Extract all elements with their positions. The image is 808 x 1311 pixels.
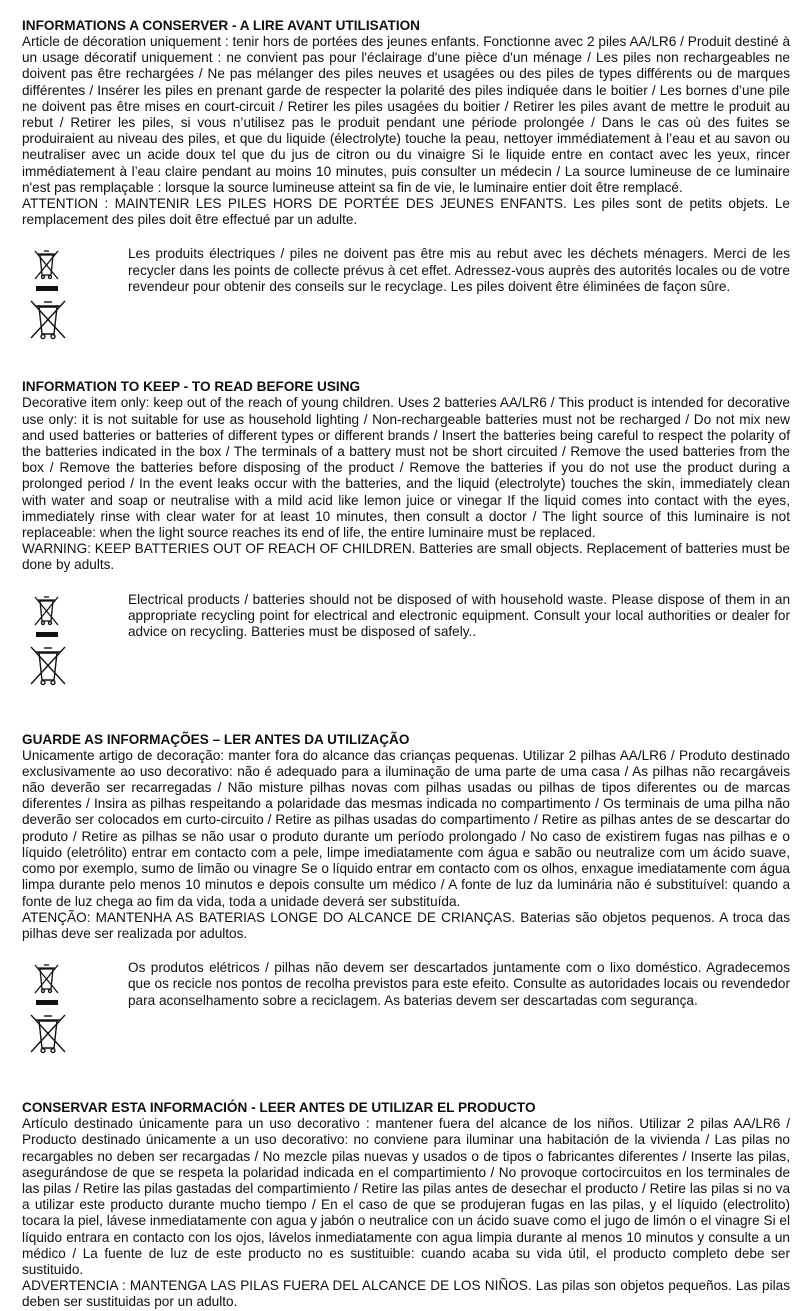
- instruction-sheet: [22, 18, 790, 1311]
- section-portuguese: [22, 732, 790, 1072]
- black-bar-icon: [36, 1000, 58, 1005]
- crossed-bin-icon: [32, 594, 60, 628]
- section-french: [22, 18, 790, 358]
- crossed-bin-icon: [32, 248, 60, 282]
- disposal-notice: [22, 592, 790, 704]
- crossed-battery-bin-icon: [28, 298, 68, 340]
- section-heading: INFORMATIONS A CONSERVER - A LIRE AVANT UTILISATION: [22, 18, 420, 33]
- section-english: [22, 379, 790, 703]
- section-body: Decorative item only: keep out of the reach of young children. Uses 2 batteries AA/LR6 / This product is intended for decorative use only: it is not suitable for use as household lighting / Non-rechargeable batteries must not be recharged / Do not mix new and used batteries or batteries of different types or different brands / Insert the batteries being careful to respect the polarity of the batteries indicated in the box / The terminals of a battery must not be short circuited / Remove the used batteries from the box / Remove the batteries before disposing of the product / Remove the batteries if you do not use the product during a prolonged period / In the event leaks occur with the batteries, and the liquid (electrolyte) touches the skin, immediately clean with water and soap or neutralise with a mild acid like lemon juice or vinegar If the liquid comes into contact with the eyes, immediately rinse with clear water for at least 10 minutes, then consult a doctor / The light source of this luminaire is not replaceable: when the light source reaches its end of life, the entire luminaire must be replaced.: [22, 395, 790, 541]
- disposal-notice: [22, 246, 790, 358]
- section-spanish: [22, 1100, 790, 1310]
- disposal-text: Electrical products / batteries should not be disposed of with household waste. Please dispose of them in an appropriate recycling point for electrical and electronic equipment. Consult your local authorities or dealer for advice on recycling. Batteries must be disposed of safely..: [128, 591, 790, 640]
- section-heading: CONSERVAR ESTA INFORMACIÓN - LEER ANTES DE UTILIZAR EL PRODUCTO: [22, 1100, 536, 1116]
- crossed-bin-icon: [32, 962, 60, 996]
- black-bar-icon: [36, 632, 58, 637]
- crossed-battery-bin-icon: [28, 644, 68, 686]
- section-heading: INFORMATION TO KEEP - TO READ BEFORE USING: [22, 379, 361, 395]
- section-body: Article de décoration uniquement : tenir hors de portées des jeunes enfants. Fonctionne avec 2 piles AA/LR6 / Produit destiné à un usage décoratif uniquement : ne convient pas pour l'éclairage d'une pièce d'un ménage / Les piles non rechargeables ne doivent pas être rechargées / Ne pas mélanger des piles neuves et usagées ou des piles de types différents ou de marques différentes / Insérer les piles en prenant garde de respecter la polarité des piles indiquée dans le boitier / Les bornes d’une pile ne doivent pas être mises en court-circuit / Retirer les piles usagées du boitier / Retirer les piles avant de mettre le produit au rebut / Retirer les piles, si vous n’utilisez pas le produit pendant une période prolongée / Dans le cas où des fuites se produiraient au niveau des piles, et que du liquide (électrolyte) touche la peau, nettoyer immédiatement à l’eau et au savon ou neutraliser avec un acide doux tel que du jus de citron ou du vinaigre Si le liquide entre en contact avec les yeux, rincer immédiatement à l’eau claire pendant au moins 10 minutes, puis consulter un médecin / La source lumineuse de ce luminaire n'est pas remplaçable : lorsque la source lumineuse atteint sa fin de vie, le luminaire entier doit être remplacé.: [22, 34, 790, 195]
- section-body: Artículo destinado únicamente para un uso decorativo : mantener fuera del alcance de los niños. Utilizar 2 pilas AA/LR6 / Producto destinado únicamente a un uso decorativo: no conviene para iluminar una habitación de la vivienda / Las pilas no recargables no deben ser recargadas / No mezcle pilas nuevas y usados o de tipos o fabricantes diferentes / Inserte las pilas, asegurándose de que se respeta la polaridad indicada en el compartimiento / No provoque cortocircuitos en los terminales de las pilas / Retire las pilas gastadas del compartimiento / Retire las pilas antes de desechar el producto / Retire las pilas si no va a utilizar este producto durante mucho tiempo / En el caso de que se produjeran fugas en las pilas, y el líquido (electrolito) tocara la piel, lávese inmediatamente con agua y jabón o neutralice con un ácido suave como el jugo de limón o el vinagre Si el líquido entrara en contacto con los ojos, lávelos inmediatamente con agua limpia durante al menos 10 minutos y consulte a un médico / La fuente de luz de este producto no es sustituible: cuando acaba su vida útil, el producto completo debe ser sustituido.: [22, 1116, 790, 1277]
- section-heading: GUARDE AS INFORMAÇÕES – LER ANTES DA UTILIZAÇÃO: [22, 731, 410, 747]
- disposal-notice: [22, 960, 790, 1072]
- section-warning: WARNING: KEEP BATTERIES OUT OF REACH OF CHILDREN. Batteries are small objects. Replacement of batteries must be done by adults.: [22, 541, 790, 573]
- crossed-battery-bin-icon: [28, 1012, 68, 1054]
- black-bar-icon: [36, 286, 58, 291]
- disposal-text: Os produtos elétricos / pilhas não devem ser descartados juntamente com o lixo doméstico. Agradecemos que os recicle nos pontos de recolha previstos para este efeito. Consulte as autoridades locais ou revendedor para aconselhamento sobre a reciclagem. As baterias devem ser descartadas com segurança.: [128, 960, 790, 1008]
- disposal-text: Les produits électriques / piles ne doivent pas être mis au rebut avec les déchets ménagers. Merci de les recycler dans les points de collecte prévus à cet effet. Adressez-vous auprès des autorités locales ou de votre revendeur pour obtenir des conseils sur le recyclage. Les piles doivent être éliminées de façon sûre.: [128, 246, 790, 294]
- section-warning: ATTENTION : MAINTENIR LES PILES HORS DE PORTÉE DES JEUNES ENFANTS. Les piles sont de petits objets. Le remplacement des piles doit être effectué par un adulte.: [22, 196, 790, 228]
- section-warning: ADVERTENCIA : MANTENGA LAS PILAS FUERA DEL ALCANCE DE LOS NIÑOS. Las pilas son objetos pequeños. Las pilas deben ser sustituidas por un adulto.: [22, 1278, 790, 1310]
- section-warning: ATENÇÃO: MANTENHA AS BATERIAS LONGE DO ALCANCE DE CRIANÇAS. Baterias são objetos pequenos. A troca das pilhas deve ser realizada por adultos.: [22, 909, 790, 941]
- section-body: Unicamente artigo de decoração: manter fora do alcance das crianças pequenas. Utilizar 2 pilhas AA/LR6 / Produto destinado exclusivamente ao uso decorativo: não é adequado para a iluminação de uma parte de uma casa / As pilhas não recargáveis não deverão ser recarregadas / Não misture pilhas novas com pilhas usadas ou pilhas de tipos diferentes ou de marcas diferentes / Insira as pilhas respeitando a polaridade das mesmas indicada no compartimento / Os terminais de uma pilha não deverão ser colocados em curto-circuito / Retire as pilhas usadas do compartimento / Retire as pilhas antes de se descartar do produto / Retire as pilhas se não usar o produto durante um período prolongado / No caso de existirem fugas nas pilhas e o líquido (eletrólito) entrar em contacto com a pele, limpe imediatamente com água e sabão ou neutralize com um ácido suave, como por exemplo, sumo de limão ou vinagre Se o líquido entrar em contacto com os olhos, enxague imediatamente com água limpa durante pelo menos 10 minutos e depois consulte um médico / A fonte de luz da luminária não é substituível: quando a fonte de luz chega ao fim da vida, toda a unidade deverá ser substituída.: [22, 747, 790, 909]
